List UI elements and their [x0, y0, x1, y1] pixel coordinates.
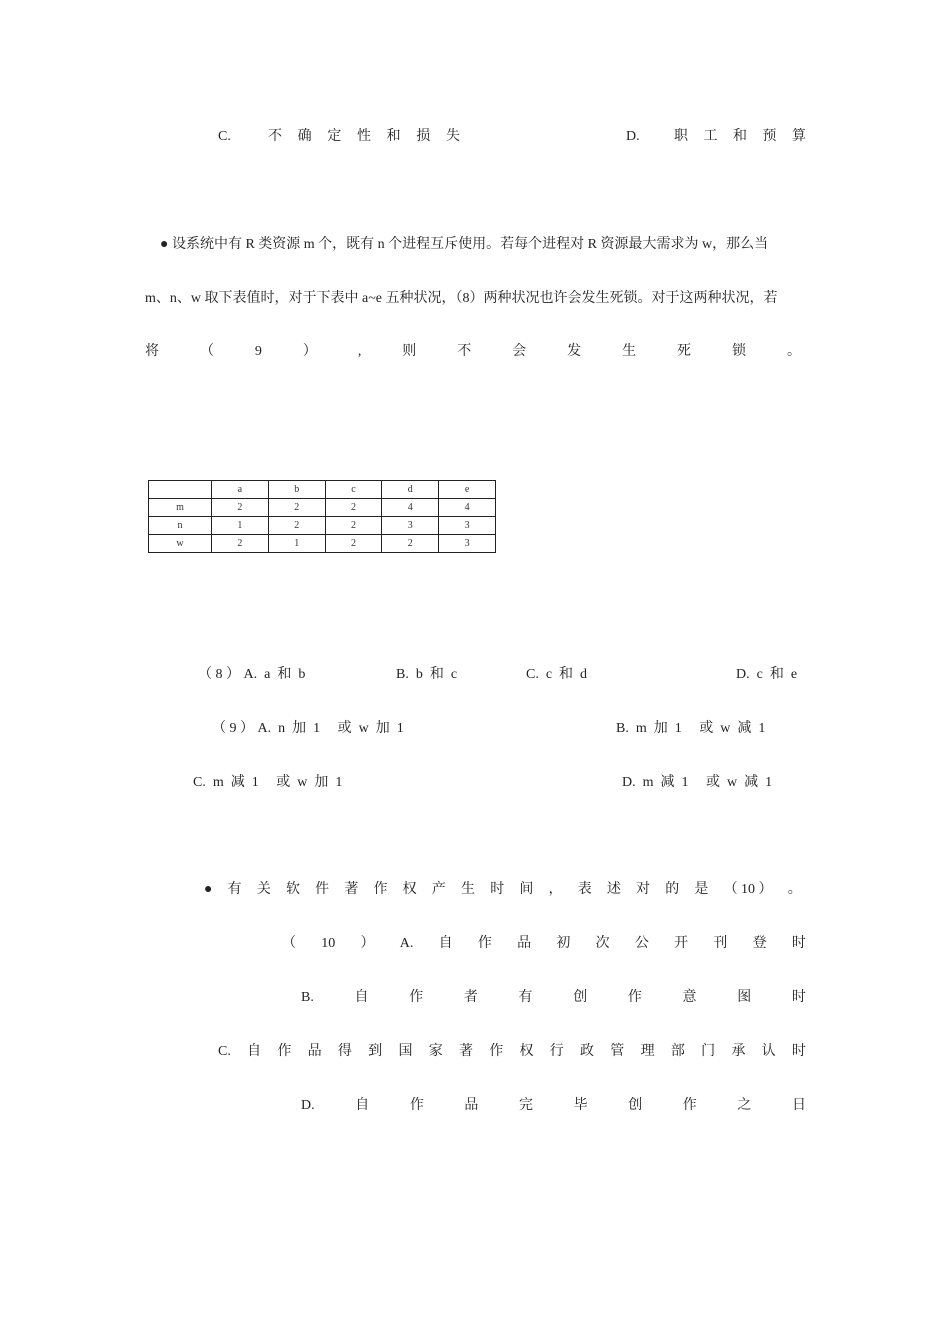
q10-option-b-token: B. [301, 990, 314, 1005]
q7-option-c-token: 失 [445, 129, 460, 144]
table-header-cell: e [439, 481, 496, 499]
answer-9-option-b: B. m 加 1 或 w 减 1 [616, 721, 766, 736]
q10-option-c-token: 承 [731, 1044, 746, 1059]
q10-option-b-token: 意 [682, 990, 697, 1005]
table-row [149, 535, 496, 553]
q10-option-c-token: 品 [307, 1044, 322, 1059]
q10-option-a-token: 初 [556, 936, 571, 951]
q10-option-d [301, 1097, 806, 1115]
q10-option-a-token: 刊 [713, 936, 728, 951]
q10-option-b-token: 时 [791, 990, 806, 1005]
table-header-cell: c [325, 481, 382, 499]
table-cell: 2 [325, 535, 382, 553]
answer-9-option-a: （ 9 ） A. n 加 1 或 w 加 1 [212, 721, 404, 736]
q7-option-c-token: 确 [297, 129, 312, 144]
q8-line-3-token: 则 [402, 344, 417, 359]
q10-option-b [301, 989, 806, 1007]
q10-option-d-token: 完 [519, 1098, 533, 1113]
q7-option-d-text [674, 128, 806, 146]
q10-question-token: 产 [431, 882, 446, 897]
table-cell: 2 [268, 499, 325, 517]
q10-question-token: 述 [606, 882, 621, 897]
q8-line-3-token: 将 [145, 344, 159, 359]
q10-option-a-token: 品 [517, 936, 532, 951]
q10-option-a [282, 935, 806, 953]
q10-option-d-token: D. [301, 1098, 315, 1113]
q7-option-d-token: 工 [703, 129, 718, 144]
q10-option-c-token: 著 [458, 1044, 473, 1059]
answer-8-option-d: D. c 和 e [736, 667, 798, 682]
q7-option-c-text [268, 128, 460, 146]
table-cell: 2 [212, 499, 269, 517]
answer-8-option-b: B. b 和 c [396, 667, 458, 682]
q10-option-b-token: 作 [627, 990, 642, 1005]
q10-question-token: 时 [490, 882, 505, 897]
q10-option-a-token: ） [360, 936, 375, 951]
q7-option-d-token: 算 [792, 129, 806, 144]
table-cell: 1 [212, 517, 269, 535]
q10-question [204, 881, 802, 899]
q7-option-c-token: 性 [356, 129, 371, 144]
q7-option-d-label: D. [626, 129, 640, 144]
q10-question-token: 软 [285, 882, 300, 897]
table-body [149, 499, 496, 553]
q8-question-line-2: m、n、w 取下表值时，对于下表中 a~e 五种状况，（8）两种状况也许会发生死锁。对于这两种状况，若 [145, 291, 778, 306]
q10-option-a-token: 次 [595, 936, 610, 951]
q10-option-c-token: 行 [549, 1044, 564, 1059]
q10-option-c-token: 政 [580, 1044, 595, 1059]
q10-question-token: ， [548, 882, 563, 897]
table-row [149, 499, 496, 517]
table-cell: 2 [325, 517, 382, 535]
q10-option-c-token: 权 [519, 1044, 534, 1059]
q10-option-a-token: 公 [634, 936, 649, 951]
q10-option-d-token: 创 [628, 1098, 643, 1113]
q7-option-c-token: 损 [416, 129, 431, 144]
q10-option-c-token: 认 [761, 1044, 776, 1059]
q10-question-token: 有 [227, 882, 242, 897]
q10-option-b-token: 创 [573, 990, 588, 1005]
table-header-row [149, 481, 496, 499]
table-cell: w [149, 535, 212, 553]
q10-option-a-token: 开 [674, 936, 689, 951]
q10-question-token: 生 [461, 882, 476, 897]
q7-option-c-label: C. [218, 129, 231, 144]
q10-option-a-token: 登 [752, 936, 767, 951]
q8-line-3-token: ） [302, 344, 317, 359]
q10-option-b-token: 作 [409, 990, 424, 1005]
table-cell: n [149, 517, 212, 535]
q10-option-b-token: 有 [518, 990, 533, 1005]
q10-option-c-token: 国 [398, 1044, 413, 1059]
table-cell: 4 [382, 499, 439, 517]
q7-option-d-token: 职 [674, 129, 688, 144]
q10-option-b-token: 自 [354, 990, 369, 1005]
table-cell: 2 [325, 499, 382, 517]
table-cell: 4 [439, 499, 496, 517]
q8-question-line-1: ● 设系统中有 R 类资源 m 个，既有 n 个进程互斥使用。若每个进程对 R 资源最大需求为 w，那么当 [160, 237, 769, 252]
q10-question-token: 间 [519, 882, 534, 897]
q10-option-a-token: （ [282, 936, 296, 951]
q10-question-token: （ 10 ） [723, 882, 773, 897]
q7-option-d-token: 预 [762, 129, 777, 144]
table-header-cell: b [268, 481, 325, 499]
table-cell: 3 [439, 535, 496, 553]
q10-option-a-token: 10 [321, 936, 336, 951]
table-cell: 3 [382, 517, 439, 535]
q8-line-3-token: 发 [567, 344, 582, 359]
q10-option-d-token: 自 [355, 1098, 370, 1113]
q10-option-c-token: 到 [368, 1044, 383, 1059]
resource-table [148, 480, 496, 553]
q10-option-c-token: 部 [670, 1044, 685, 1059]
q8-line-3-token: 死 [677, 344, 692, 359]
q7-option-c-token: 定 [327, 129, 342, 144]
q8-line-3-token: 9 [254, 344, 262, 359]
table-header-cell [149, 481, 212, 499]
q10-option-c-token: 管 [610, 1044, 625, 1059]
q10-question-token: 关 [256, 882, 271, 897]
q10-option-b-token: 图 [737, 990, 752, 1005]
q10-question-token: ● [204, 882, 213, 897]
q8-question-line-3 [145, 343, 801, 361]
q8-line-3-token: 锁 [731, 344, 746, 359]
q10-question-token: 著 [344, 882, 359, 897]
answer-9-option-c: C. m 减 1 或 w 加 1 [193, 775, 343, 790]
q10-option-d-token: 之 [737, 1098, 752, 1113]
q10-option-c-token: 作 [277, 1044, 292, 1059]
q10-option-c-token: 理 [640, 1044, 655, 1059]
q10-option-c-token: 家 [428, 1044, 443, 1059]
q7-option-d-token: 和 [733, 129, 747, 144]
q10-option-d-token: 日 [791, 1098, 806, 1113]
q10-option-d-token: 作 [682, 1098, 697, 1113]
answer-8-option-c: C. c 和 d [526, 667, 588, 682]
q10-option-a-token: 作 [477, 936, 492, 951]
q10-question-token: 。 [787, 882, 802, 897]
q8-line-3-token: （ [199, 344, 214, 359]
q8-line-3-token: 。 [786, 344, 801, 359]
q10-option-a-token: 时 [791, 936, 806, 951]
table-header-cell: a [212, 481, 269, 499]
answer-8-option-a: （ 8 ） A. a 和 b [198, 667, 306, 682]
q10-option-b-token: 者 [463, 990, 478, 1005]
q8-line-3-token: 会 [512, 344, 527, 359]
q10-question-token: 件 [315, 882, 330, 897]
q7-option-c-token: 和 [386, 129, 401, 144]
q10-option-c-token: 得 [337, 1044, 352, 1059]
q10-option-d-token: 毕 [573, 1098, 588, 1113]
q10-option-c-token: 时 [791, 1044, 806, 1059]
q10-option-d-token: 作 [409, 1098, 424, 1113]
q10-question-token: 的 [665, 882, 680, 897]
table-cell: 2 [382, 535, 439, 553]
q10-option-c-token: 自 [247, 1044, 262, 1059]
q8-line-3-token: , [357, 344, 362, 359]
table-cell: 1 [268, 535, 325, 553]
table-row [149, 517, 496, 535]
q10-option-c-token: 作 [489, 1044, 504, 1059]
q10-question-token: 是 [694, 882, 709, 897]
table-cell: 2 [268, 517, 325, 535]
q10-option-c-token: C. [218, 1044, 231, 1059]
q10-question-token: 权 [402, 882, 417, 897]
answer-9-option-d: D. m 减 1 或 w 减 1 [622, 775, 773, 790]
q10-option-a-token: 自 [438, 936, 453, 951]
q7-option-c-token: 不 [268, 129, 282, 144]
q8-line-3-token: 不 [457, 344, 472, 359]
table-header-cell: d [382, 481, 439, 499]
q10-option-c-token: 门 [701, 1044, 716, 1059]
table-cell: 2 [212, 535, 269, 553]
q10-option-d-token: 品 [464, 1098, 479, 1113]
table-cell: 3 [439, 517, 496, 535]
table-cell: m [149, 499, 212, 517]
q8-line-3-token: 生 [622, 344, 637, 359]
q10-option-c [218, 1043, 806, 1061]
q10-option-a-token: A. [399, 936, 414, 951]
q10-question-token: 对 [636, 882, 651, 897]
q10-question-token: 表 [577, 882, 592, 897]
q10-question-token: 作 [373, 882, 388, 897]
